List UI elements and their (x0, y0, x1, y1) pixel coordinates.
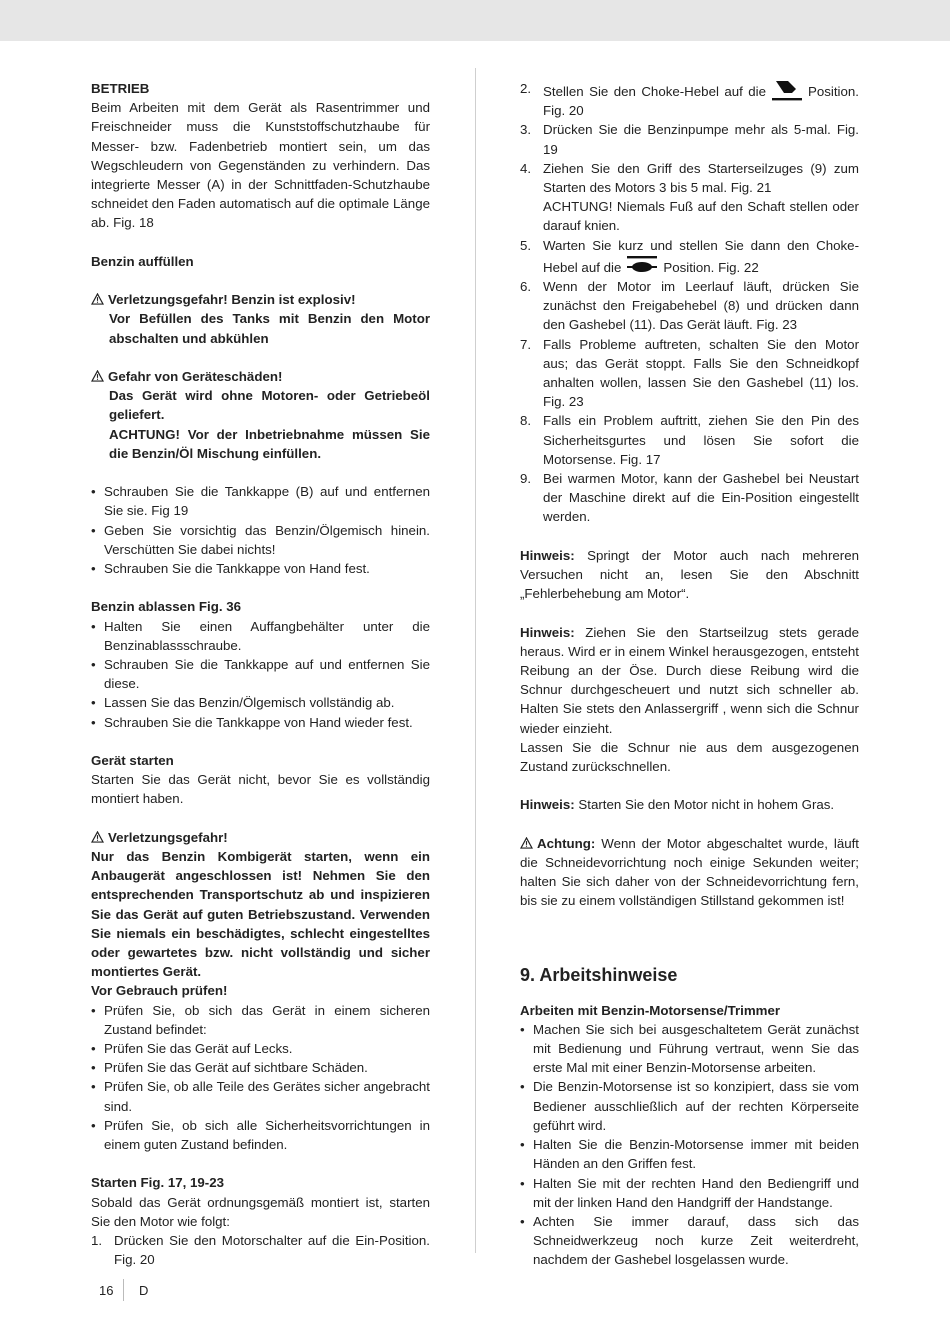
hint-text: Starten Sie den Motor nicht in hohem Gras. (578, 797, 835, 813)
hint-text: Ziehen Sie den Startseilzug stets gerade heraus. Wird er in einem Winkel herausgezogen, entsteht Reibung an der Öse. Durch diese Reibung wird die Schnur durchgescheuert und nutzt sich schneller ab. Halten Sie stets den Anlassergriff , wenn sich die Schnur wieder einzieht. (520, 624, 859, 736)
warning-injury-body: Nur das Benzin Kombigerät starten, wenn ein Anbaugerät angeschlossen ist! Nehmen Sie den entsprechenden Transportschutz ab und inspizieren Sie das Gerät auf guten Betriebszustand. Verwenden Sie niemals ein beschädigtes, schlecht eingestelltes oder gewartetes bzw. nicht vollständig und sicher montiertes Gerät. (91, 849, 430, 980)
list-item: • Geben Sie vorsichtig das Benzin/Ölgemisch hinein. Verschütten Sie dabei nichts! (91, 521, 430, 559)
choke-open-icon (625, 255, 659, 277)
start-steps-right (520, 79, 859, 527)
starten-heading: Starten Fig. 17, 19-23 (91, 1175, 225, 1191)
start-steps-left (91, 1231, 430, 1269)
step-number: 4. (520, 160, 532, 176)
list-item: • Achten Sie immer darauf, dass sich das Schneidwerkzeug noch kurze Zeit weiterdreht, nachdem der Gashebel losgelassen wurde. (520, 1212, 859, 1270)
step-text: Wenn der Motor im Leerlauf läuft, drücken Sie zunächst den Freigabehebel (8) und drücken dann den Gashebel (11). Das Gerät läuft. Fig. 23 (543, 279, 859, 333)
warning-injury (91, 828, 430, 847)
right-column (520, 79, 859, 1270)
hint-2 (520, 623, 859, 738)
hint-1 (520, 546, 859, 604)
warning-damage (91, 367, 430, 386)
list-item (520, 159, 859, 236)
warning-triangle-icon (91, 370, 104, 382)
warning-triangle-icon (91, 831, 104, 843)
hint-3 (520, 795, 859, 814)
language-code: D (139, 1283, 149, 1298)
warning-triangle-icon (520, 837, 533, 849)
list-item: • Schrauben Sie die Tankkappe (B) auf und entfernen Sie sie. Fig 19 (91, 482, 430, 520)
benzin-heading: Benzin auffüllen (91, 253, 194, 269)
list-item: • Prüfen Sie, ob sich das Gerät in einem sicheren Zustand befindet: (91, 1001, 430, 1039)
start-heading: Gerät starten (91, 753, 174, 769)
list-item: • Die Benzin-Motorsense ist so konzipiert, dass sie vom Bediener ausschließlich auf der rechten Körperseite geführt wird. (520, 1077, 859, 1135)
starten-text: Sobald das Gerät ordnungsgemäß montiert ist, starten Sie den Motor wie folgt: (91, 1194, 430, 1229)
list-item: • Schrauben Sie die Tankkappe von Hand fest. (91, 559, 430, 578)
list-item: • Halten Sie die Benzin-Motorsense immer mit beiden Händen an den Griffen fest. (520, 1135, 859, 1173)
check-list (91, 1001, 430, 1155)
hint-label: Hinweis: (520, 547, 575, 563)
achtung-text: Wenn der Motor abgeschaltet wurde, läuft die Schneidevorrichtung noch einige Sekunden weiter; halten Sie sich daher von der Schneidevorrichtung fern, bis sie zu einem vollständigen Stillstand gekommen ist! (520, 835, 859, 909)
footer-divider (123, 1279, 124, 1301)
list-item: • Prüfen Sie, ob alle Teile des Gerätes sicher angebracht sind. (91, 1077, 430, 1115)
step-number: 2. (520, 81, 532, 96)
list-item: • Prüfen Sie das Gerät auf sichtbare Schäden. (91, 1058, 430, 1077)
warning-explosive-body: Vor Befüllen des Tanks mit Benzin den Motor abschalten und abkühlen (109, 311, 430, 346)
list-item: • Schrauben Sie die Tankkappe auf und entfernen Sie diese. (91, 655, 430, 693)
warning-damage-head: Gefahr von Geräteschäden! (108, 369, 283, 384)
step-text: Bei warmen Motor, kann der Gashebel bei Neustart der Maschine direkt auf die Ein-Position eingestellt werden. (543, 471, 859, 525)
choke-closed-icon (770, 79, 804, 101)
drain-heading: Benzin ablassen Fig. 36 (91, 599, 242, 615)
before-use-heading: Vor Gebrauch prüfen! (91, 983, 228, 999)
step-text-b: Position. Fig. 22 (663, 259, 759, 275)
step-number: 9. (520, 471, 532, 487)
hint-text: Springt der Motor auch nach mehreren Versuchen nicht an, lesen Sie den Abschnitt „Fehlerbehebung am Motor“. (520, 547, 859, 602)
list-item (91, 1231, 430, 1269)
step-number: 1. (91, 1233, 103, 1249)
list-item (520, 79, 859, 120)
step-text: Drücken Sie die Benzinpumpe mehr als 5-mal. Fig. 19 (543, 122, 859, 157)
hint-label: Hinweis: (520, 624, 575, 640)
step-number: 6. (520, 279, 532, 295)
list-item: • Prüfen Sie, ob sich alle Sicherheitsvorrichtungen in einem guten Zustand befinden. (91, 1116, 430, 1154)
betrieb-heading: BETRIEB (91, 81, 150, 96)
achtung-label: Achtung: (537, 835, 596, 851)
fill-list (91, 482, 430, 578)
step-text: Falls ein Problem auftritt, ziehen Sie den Pin des Sicherheitsgurtes und lösen Sie sofort die Motorsense. Fig. 17 (543, 413, 859, 467)
drain-list (91, 617, 430, 732)
warning-triangle-icon (91, 293, 104, 305)
list-item: • Prüfen Sie das Gerät auf Lecks. (91, 1039, 430, 1058)
list-item: • Machen Sie sich bei ausgeschaltetem Gerät zunächst mit Bedienung und Führung vertraut, wenn Sie das erste Mal mit einer Benzin-Motorsense arbeiten. (520, 1020, 859, 1078)
step-text: Falls Probleme auftreten, schalten Sie den Motor aus; das Gerät stoppt. Falls Sie den Schneidkopf anhalten wollen, lassen Sie den Gashebel (11) los. Fig. 23 (543, 336, 859, 410)
warning-damage-body2: ACHTUNG! Vor der Inbetriebnahme müssen Sie die Benzin/Öl Mischung einfüllen. (109, 426, 430, 461)
page-number: 16 (99, 1283, 114, 1298)
list-item: • Schrauben Sie die Tankkappe von Hand wieder fest. (91, 713, 430, 732)
step-number: 8. (520, 413, 532, 429)
list-item (520, 411, 859, 469)
step-number: 7. (520, 336, 532, 352)
warning-injury-head: Verletzungsgefahr! (108, 829, 228, 845)
hint-label: Hinweis: (520, 797, 575, 813)
list-item (520, 120, 859, 158)
work-heading: Arbeiten mit Benzin-Motorsense/Trimmer (520, 1002, 781, 1018)
list-item (520, 335, 859, 412)
list-item (520, 236, 859, 277)
list-item (520, 277, 859, 335)
betrieb-text: Beim Arbeiten mit dem Gerät als Rasentrimmer und Freischneider muss die Kunststoffschutzhaube für Messer- bzw. Fadenbetrieb montiert sein, um das Wegschleudern von Gegenständen zu verhindern. Das integrierte Messer (A) in der Schnittfaden-Schutzhaube schneidet den Faden automatisch auf die optimale Länge ab. Fig. 18 (91, 100, 430, 231)
left-column (91, 79, 430, 1269)
step-number: 5. (520, 237, 532, 253)
top-bar (0, 0, 950, 41)
achtung-note (520, 834, 859, 911)
step-text-a: Stellen Sie den Choke-Hebel auf die (543, 84, 766, 99)
list-item: • Halten Sie mit der rechten Hand den Bediengriff und mit der linken Hand den Handgriff der Handstange. (520, 1174, 859, 1212)
step-text: Ziehen Sie den Griff des Starterseilzuges (9) zum Starten des Motors 3 bis 5 mal. Fig. 21 (543, 160, 859, 196)
step-text-b: Position. Fig. 20 (543, 84, 859, 119)
list-item: • Lassen Sie das Benzin/Ölgemisch vollständig ab. (91, 693, 430, 712)
start-text: Starten Sie das Gerät nicht, bevor Sie es vollständig montiert haben. (91, 772, 430, 807)
warning-damage-body1: Das Gerät wird ohne Motoren- oder Getriebeöl geliefert. (109, 388, 430, 423)
step-text-a: Warten Sie kurz und stellen Sie dann den Choke-Hebel auf die (543, 237, 859, 275)
work-list (520, 1020, 859, 1270)
hint-2-text2: Lassen Sie die Schnur nie aus dem ausgezogenen Zustand zurückschnellen. (520, 739, 859, 775)
column-divider (475, 68, 476, 1253)
warning-explosive (91, 290, 430, 309)
step-note: ACHTUNG! Niemals Fuß auf den Schaft stellen oder darauf knien. (543, 199, 859, 234)
section-heading: 9. Arbeitshinweise (520, 964, 678, 985)
list-item: • Halten Sie einen Auffangbehälter unter die Benzinablassschraube. (91, 617, 430, 655)
list-item (520, 469, 859, 527)
warning-explosive-head: Verletzungsgefahr! Benzin ist explosiv! (108, 292, 356, 308)
step-number: 3. (520, 122, 532, 138)
step-text: Drücken Sie den Motorschalter auf die Ein-Position. Fig. 20 (114, 1233, 430, 1268)
